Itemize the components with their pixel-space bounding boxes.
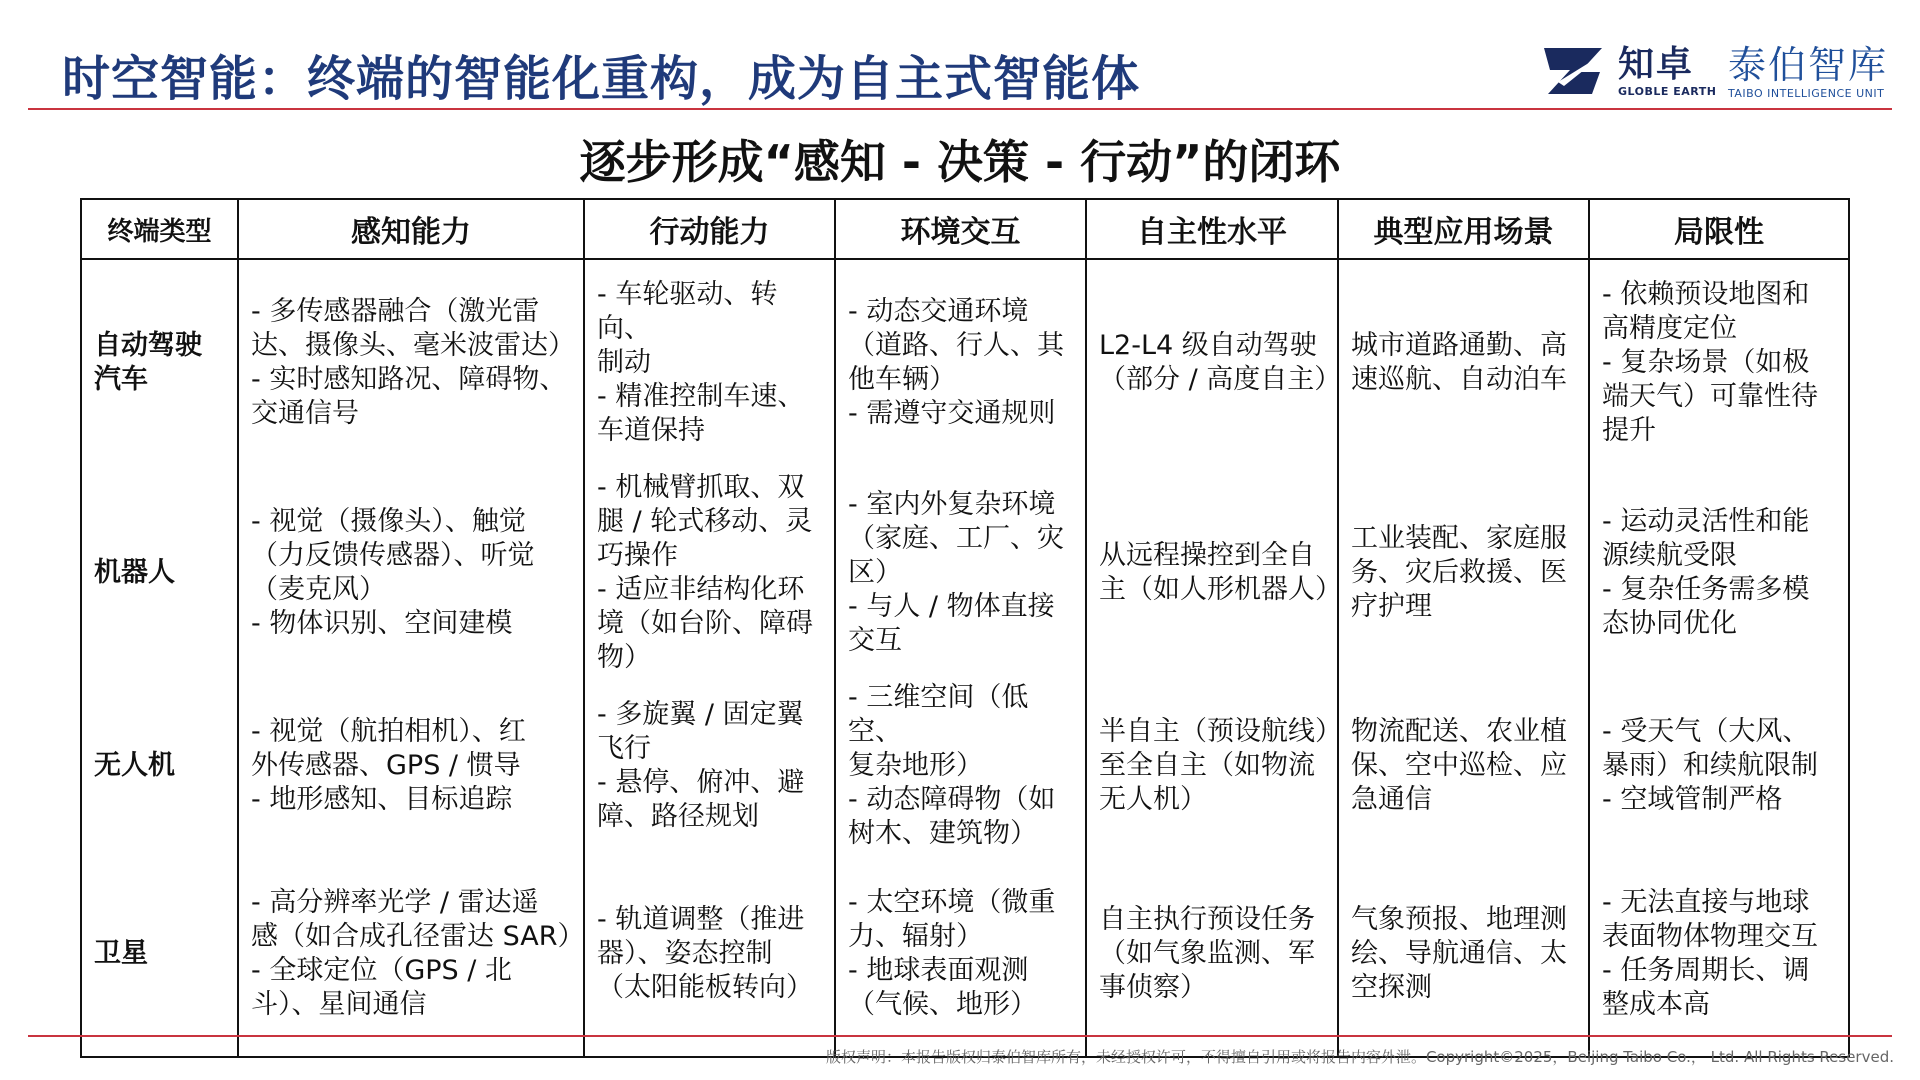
cell-line: 端天气）可靠性待 bbox=[1602, 380, 1818, 412]
table-header-row bbox=[81, 199, 1849, 259]
cell-line: - 适应非结构化环 bbox=[597, 574, 805, 605]
cell-scenarios bbox=[1338, 259, 1589, 465]
cell-line: （力反馈传感器）、听觉 bbox=[251, 540, 535, 571]
cell-perception bbox=[238, 681, 584, 851]
cell-limitations bbox=[1589, 465, 1849, 681]
cell-line: 务、灾后救援、医 bbox=[1351, 557, 1567, 588]
cell-line: 障、路径规划 bbox=[597, 801, 759, 832]
cell-line: - 复杂任务需多模 bbox=[1602, 574, 1810, 605]
cell-line: - 依赖预设地图和 bbox=[1602, 278, 1810, 310]
header-action: 行动能力 bbox=[584, 199, 835, 259]
cell-line: - 地形感知、目标追踪 bbox=[251, 784, 513, 815]
table-row bbox=[81, 681, 1849, 851]
cell-line: （麦克风） bbox=[251, 574, 386, 605]
cell-limitations bbox=[1589, 681, 1849, 851]
cell-environment bbox=[835, 259, 1086, 465]
cell-line: 巧操作 bbox=[597, 540, 678, 571]
cell-line: 无人机 bbox=[94, 750, 175, 781]
cell-line: （太阳能板转向） bbox=[597, 971, 813, 1003]
cell-line: 腿 / 轮式移动、灵 bbox=[597, 506, 813, 537]
cell-terminal-type bbox=[81, 681, 238, 851]
cell-line: 器）、姿态控制 bbox=[597, 937, 773, 969]
cell-line: - 轨道调整（推进 bbox=[597, 903, 805, 935]
cell-scenarios bbox=[1338, 851, 1589, 1057]
cell-line: - 任务周期长、调 bbox=[1602, 954, 1810, 986]
page-title: 时空智能：终端的智能化重构，成为自主式智能体 bbox=[62, 51, 1141, 107]
cell-line: 工业装配、家庭服 bbox=[1351, 523, 1567, 554]
taibo-logo bbox=[1728, 40, 1888, 102]
cell-line: - 地球表面观测 bbox=[848, 954, 1029, 986]
cell-line: - 室内外复杂环境 bbox=[848, 489, 1056, 520]
cell-line: - 受天气（大风、 bbox=[1602, 716, 1810, 747]
cell-line: 交通信号 bbox=[251, 397, 359, 429]
cell-line: - 需遵守交通规则 bbox=[848, 397, 1056, 429]
cell-line: 至全自主（如物流 bbox=[1099, 750, 1315, 781]
cell-line: L2-L4 级自动驾驶 bbox=[1099, 329, 1317, 361]
cell-line: - 动态交通环境 bbox=[848, 295, 1029, 327]
cell-terminal-type bbox=[81, 259, 238, 465]
cell-line: - 实时感知路况、障碍物、 bbox=[251, 363, 567, 395]
copyright-notice: 版权声明：本报告版权归泰伯智库所有，未经授权许可，不得擅自引用或将报告内容外泄。Copyright©2025，Beijing Taibo Co.， Ltd. All Rights Reserved. bbox=[825, 1048, 1894, 1066]
cell-line: 疗护理 bbox=[1351, 591, 1432, 622]
cell-line: - 悬停、俯冲、避 bbox=[597, 767, 805, 798]
table-row bbox=[81, 465, 1849, 681]
cell-line: 区） bbox=[848, 557, 902, 588]
taibo-logo-cn: 泰伯智库 bbox=[1728, 42, 1889, 87]
cell-line: - 视觉（摄像头）、触觉 bbox=[251, 506, 526, 537]
globle-earth-logo-icon bbox=[1540, 42, 1610, 100]
cell-autonomy bbox=[1086, 851, 1338, 1057]
cell-line: 表面物体物理交互 bbox=[1602, 920, 1818, 952]
cell-line: - 车轮驱动、转向、 bbox=[597, 278, 778, 344]
cell-line: 复杂地形） bbox=[848, 750, 983, 781]
cell-line: 高精度定位 bbox=[1602, 312, 1737, 344]
cell-line: - 无法直接与地球 bbox=[1602, 886, 1810, 918]
taibo-logo-en: TAIBO INTELLIGENCE UNIT bbox=[1728, 86, 1885, 100]
cell-line: 从远程操控到全自 bbox=[1099, 540, 1315, 571]
cell-line: 暴雨）和续航限制 bbox=[1602, 750, 1818, 781]
cell-line: 感（如合成孔径雷达 SAR） bbox=[251, 920, 585, 952]
cell-perception bbox=[238, 465, 584, 681]
cell-line: 卫星 bbox=[94, 937, 148, 969]
cell-line: - 视觉（航拍相机）、红 bbox=[251, 716, 526, 747]
cell-line: 态协同优化 bbox=[1602, 608, 1737, 639]
cell-line: - 全球定位（GPS / 北 bbox=[251, 954, 512, 986]
cell-environment bbox=[835, 681, 1086, 851]
globle-earth-logo-en: GLOBLE EARTH bbox=[1618, 84, 1717, 98]
cell-line: 斗）、星间通信 bbox=[251, 988, 427, 1020]
cell-line: - 太空环境（微重 bbox=[848, 886, 1056, 918]
cell-line: - 与人 / 物体直接 bbox=[848, 591, 1055, 622]
cell-line: 源续航受限 bbox=[1602, 540, 1737, 571]
cell-line: - 动态障碍物（如 bbox=[848, 784, 1056, 815]
globle-earth-logo-cn: 知卓 bbox=[1618, 43, 1695, 85]
globle-earth-logo bbox=[1540, 40, 1716, 102]
cell-line: 提升 bbox=[1602, 414, 1656, 446]
cell-line: 保、空中巡检、应 bbox=[1351, 750, 1567, 781]
cell-line: - 复杂场景（如极 bbox=[1602, 346, 1810, 378]
cell-line: - 运动灵活性和能 bbox=[1602, 506, 1810, 537]
cell-line: 境（如台阶、障碍 bbox=[597, 608, 813, 639]
cell-line: 急通信 bbox=[1351, 784, 1432, 815]
cell-autonomy bbox=[1086, 681, 1342, 851]
cell-terminal-type bbox=[81, 851, 238, 1057]
cell-line: 汽车 bbox=[94, 363, 148, 395]
cell-line: 制动 bbox=[597, 346, 651, 378]
cell-line: 树木、建筑物） bbox=[848, 818, 1037, 849]
cell-line: 力、辐射） bbox=[848, 920, 983, 952]
cell-limitations bbox=[1589, 851, 1849, 1057]
cell-line: - 精准控制车速、 bbox=[597, 380, 805, 412]
table-row bbox=[81, 851, 1849, 1057]
cell-line: 事侦察） bbox=[1099, 971, 1207, 1003]
cell-terminal-type bbox=[81, 465, 238, 681]
cell-scenarios bbox=[1338, 465, 1589, 681]
cell-line: - 机械臂抓取、双 bbox=[597, 472, 805, 503]
cell-autonomy bbox=[1086, 465, 1342, 681]
cell-line: 他车辆） bbox=[848, 363, 956, 395]
cell-line: 气象预报、地理测 bbox=[1351, 903, 1567, 935]
cell-line: 飞行 bbox=[597, 733, 651, 764]
cell-line: （家庭、工厂、灾 bbox=[848, 523, 1064, 554]
cell-line: - 高分辨率光学 / 雷达遥 bbox=[251, 886, 539, 918]
cell-environment bbox=[835, 851, 1086, 1057]
cell-perception bbox=[238, 259, 584, 465]
cell-line: （部分 / 高度自主） bbox=[1099, 363, 1342, 395]
cell-action bbox=[584, 851, 835, 1057]
header-scenarios: 典型应用场景 bbox=[1338, 199, 1589, 259]
cell-line: 物） bbox=[597, 642, 651, 673]
header-autonomy: 自主性水平 bbox=[1086, 199, 1338, 259]
cell-line: 空探测 bbox=[1351, 971, 1432, 1003]
comparison-table bbox=[80, 198, 1850, 1058]
cell-line: - 物体识别、空间建模 bbox=[251, 608, 513, 639]
cell-line: 半自主（预设航线） bbox=[1099, 716, 1342, 747]
cell-line: （道路、行人、其 bbox=[848, 329, 1064, 361]
cell-action bbox=[584, 465, 835, 681]
cell-action bbox=[584, 259, 835, 465]
cell-autonomy bbox=[1086, 259, 1342, 465]
cell-action bbox=[584, 681, 835, 851]
cell-environment bbox=[835, 465, 1086, 681]
header-perception: 感知能力 bbox=[238, 199, 584, 259]
cell-line: - 多传感器融合（激光雷 bbox=[251, 295, 540, 327]
cell-line: 机器人 bbox=[94, 557, 175, 588]
cell-line: 达、摄像头、毫米波雷达） bbox=[251, 329, 575, 361]
header-terminal-type: 终端类型 bbox=[81, 199, 238, 259]
cell-line: 主（如人形机器人） bbox=[1099, 574, 1342, 605]
cell-line: 无人机） bbox=[1099, 784, 1207, 815]
cell-line: 整成本高 bbox=[1602, 988, 1710, 1020]
header-divider bbox=[28, 108, 1892, 110]
cell-line: - 空域管制严格 bbox=[1602, 784, 1783, 815]
header-environment: 环境交互 bbox=[835, 199, 1086, 259]
cell-limitations bbox=[1589, 259, 1849, 465]
cell-line: （气候、地形） bbox=[848, 988, 1037, 1020]
header-limitations: 局限性 bbox=[1589, 199, 1849, 259]
section-subtitle: 逐步形成“感知 - 决策 - 行动”的闭环 bbox=[579, 135, 1341, 189]
cell-line: 自主执行预设任务 bbox=[1099, 903, 1315, 935]
cell-line: 外传感器、GPS / 惯导 bbox=[251, 750, 521, 781]
cell-line: （如气象监测、军 bbox=[1099, 937, 1315, 969]
table-row bbox=[81, 259, 1849, 465]
cell-line: 物流配送、农业植 bbox=[1351, 716, 1567, 747]
cell-line: 城市道路通勤、高 bbox=[1351, 329, 1567, 361]
cell-scenarios bbox=[1338, 681, 1589, 851]
cell-line: - 三维空间（低空、 bbox=[848, 682, 1029, 747]
cell-line: 速巡航、自动泊车 bbox=[1351, 363, 1567, 395]
cell-line: 车道保持 bbox=[597, 414, 705, 446]
cell-line: 绘、导航通信、太 bbox=[1351, 937, 1567, 969]
cell-line: - 多旋翼 / 固定翼 bbox=[597, 699, 804, 730]
footer-divider bbox=[28, 1035, 1892, 1037]
cell-line: 自动驾驶 bbox=[94, 329, 202, 361]
cell-line: 交互 bbox=[848, 625, 902, 656]
cell-perception bbox=[238, 851, 584, 1057]
